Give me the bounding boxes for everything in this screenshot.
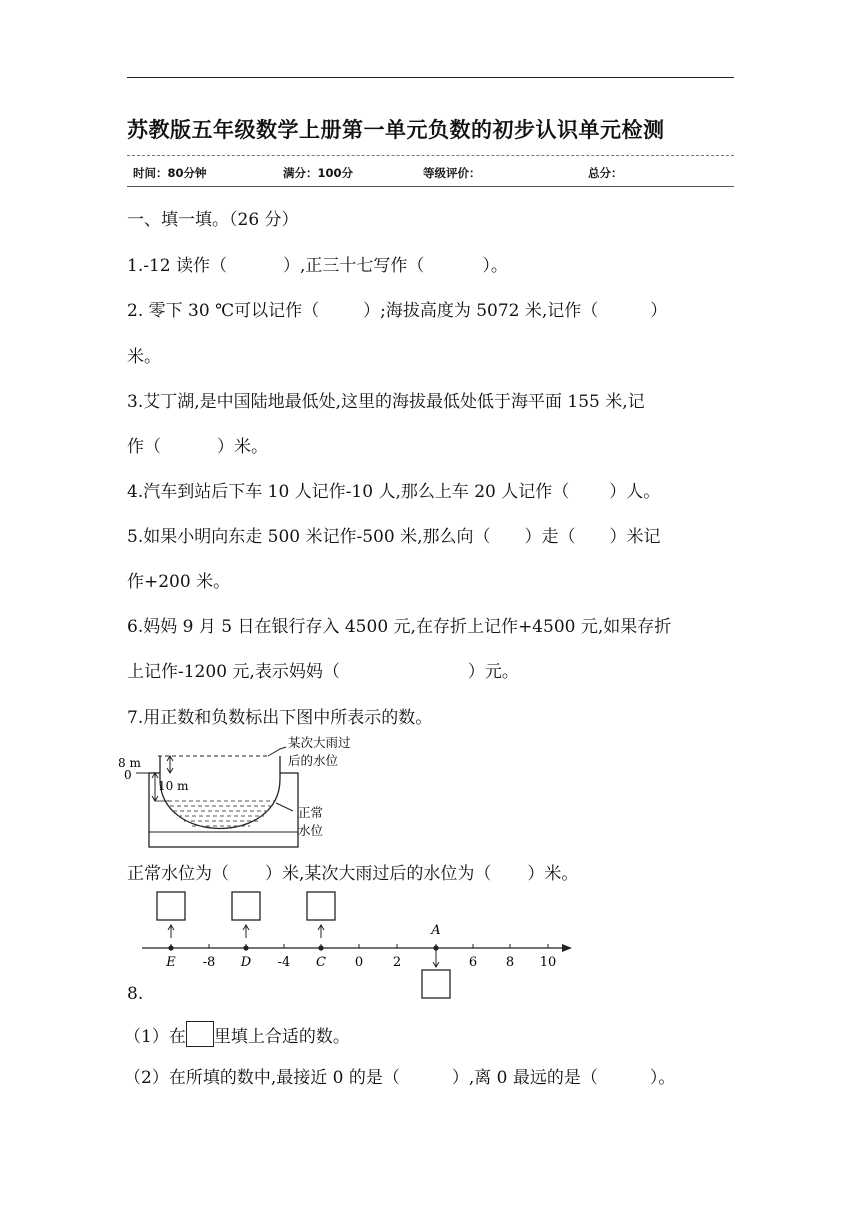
grade-label: 等级评价： <box>423 166 481 180</box>
tick-label-6: 6 <box>468 955 478 970</box>
point-e <box>168 945 173 950</box>
normal-leader-line <box>276 803 293 811</box>
question-3-line2 <box>127 432 268 457</box>
q1-text-a: 1.-12 读作（ <box>127 256 227 276</box>
q7-text: 7.用正数和负数标出下图中所表示的数。 <box>127 708 433 728</box>
question-1 <box>127 251 508 276</box>
q8-part1 <box>124 1021 350 1047</box>
label-d: D <box>240 955 252 970</box>
rain-leader-line <box>268 747 286 756</box>
question-4 <box>127 477 660 502</box>
inline-box-icon <box>186 1021 214 1047</box>
top-rule <box>127 77 734 78</box>
question-5 <box>127 522 660 547</box>
q2-text-b: ）;海拔高度为 5072 米,记作（ <box>363 301 599 321</box>
answer-box-c[interactable] <box>307 892 335 920</box>
q8-part1-a: （1）在 <box>124 1027 186 1047</box>
q5-text-b: ）走（ <box>524 527 576 547</box>
question-2 <box>127 296 667 321</box>
rain-label-line2: 后的水位 <box>288 753 339 768</box>
q7-answer-a: 正常水位为（ <box>127 864 229 884</box>
question-6-line2 <box>127 657 519 682</box>
section-heading: 一、填一填。（26 分） <box>127 210 299 230</box>
q8-part2 <box>124 1063 675 1088</box>
tick-label-0: 0 <box>354 955 364 970</box>
q4-text-a: 4.汽车到站后下车 10 人记作-10 人,那么上车 20 人记作（ <box>127 482 570 502</box>
q6-text-a: 6.妈妈 9 月 5 日在银行存入 4500 元,在存折上记作+4500 元,如果存折 <box>127 617 672 637</box>
q3-text-b: 作（ <box>127 437 161 457</box>
q7-answer-c: ）米。 <box>527 864 579 884</box>
q8-part2-b: ）,离 0 最远的是（ <box>451 1068 598 1088</box>
normal-label-line2: 水位 <box>298 823 324 838</box>
q8-part2-c: ）。 <box>649 1068 676 1088</box>
tick-label-neg8: -8 <box>202 955 216 970</box>
q7-answer <box>127 859 578 884</box>
q2-text-c: ） <box>650 301 668 321</box>
label-10m: 10 m <box>158 779 189 793</box>
q2-text-d: 米。 <box>127 347 161 367</box>
label-e: E <box>166 955 176 970</box>
water-level-figure <box>118 735 378 850</box>
label-0: 0 <box>124 768 132 782</box>
q8-part2-a: （2）在所填的数中,最接近 0 的是（ <box>124 1068 400 1088</box>
tick-label-2: 2 <box>392 955 402 970</box>
tick-label-10: 10 <box>539 955 557 970</box>
answer-box-a[interactable] <box>422 970 450 998</box>
q6-text-c: ）元。 <box>467 662 519 682</box>
label-c: C <box>316 955 326 970</box>
q1-text-c: ）。 <box>482 256 508 276</box>
normal-label-line1: 正常 <box>298 805 324 820</box>
dashed-divider <box>127 155 734 156</box>
q3-text-a: 3.艾丁湖,是中国陆地最低处,这里的海拔最低处低于海平面 155 米,记 <box>127 392 645 412</box>
answer-box-d[interactable] <box>232 892 260 920</box>
point-a <box>433 945 438 950</box>
q2-text-a: 2. 零下 30 ℃可以记作（ <box>127 301 320 321</box>
q1-text-b: ）,正三十七写作（ <box>283 256 425 276</box>
label-8m: 8 m <box>118 756 141 770</box>
tick-label-8: 8 <box>505 955 515 970</box>
q6-text-b: 上记作-1200 元,表示妈妈（ <box>127 662 340 682</box>
q5-text-c: ）米记 <box>609 527 661 547</box>
time-label: 时间：80分钟 <box>133 166 207 180</box>
number-line-arrowhead <box>562 944 572 952</box>
q7-answer-b: ）米,某次大雨过后的水位为（ <box>265 864 492 884</box>
label-a: A <box>431 923 441 938</box>
total-label: 总分： <box>588 166 623 180</box>
point-c <box>318 945 323 950</box>
answer-box-e[interactable] <box>157 892 185 920</box>
tick-label-neg4: -4 <box>277 955 291 970</box>
page-title: 苏教版五年级数学上册第一单元负数的初步认识单元检测 <box>127 118 665 142</box>
rain-label-line1: 某次大雨过 <box>288 735 351 750</box>
full-score-label: 满分：100分 <box>283 166 354 180</box>
q4-text-b: ）人。 <box>609 482 661 502</box>
q5-text-a: 5.如果小明向东走 500 米记作-500 米,那么向（ <box>127 527 491 547</box>
number-line-figure <box>130 888 580 1006</box>
point-d <box>243 945 248 950</box>
q8-part1-b: 里填上合适的数。 <box>213 1027 350 1047</box>
q3-text-c: ）米。 <box>217 437 268 457</box>
meta-divider <box>127 186 734 187</box>
q5-text-d: 作+200 米。 <box>127 572 231 592</box>
q8-number: 8. <box>127 984 144 1004</box>
